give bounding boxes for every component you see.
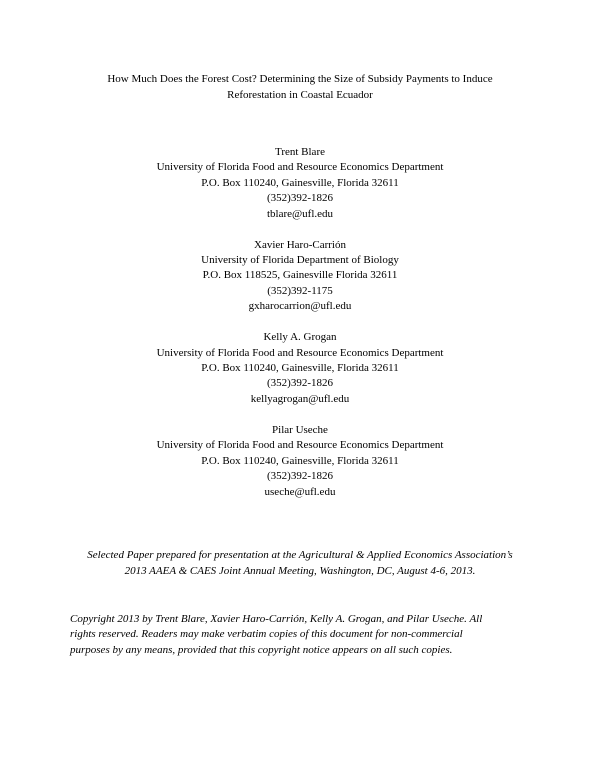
- author-list: [0, 145, 600, 516]
- author-affiliation: University of Florida Food and Resource Economics Department: [156, 346, 444, 359]
- author-name: Pilar Useche: [272, 423, 328, 436]
- author-address: P.O. Box 110240, Gainesville, Florida 32611: [201, 454, 399, 467]
- author-phone: (352)392-1175: [267, 284, 333, 297]
- author-email[interactable]: tblare@ufl.edu: [266, 207, 334, 220]
- author-name: Kelly A. Grogan: [263, 331, 337, 344]
- author-block: [0, 423, 600, 500]
- author-phone: (352)392-1826: [267, 470, 333, 483]
- paper-title-line-2: Reforestation in Coastal Ecuador: [227, 89, 373, 101]
- author-block: [0, 145, 600, 222]
- author-name: Xavier Haro-Carrión: [254, 238, 346, 251]
- paper-title-line-1: How Much Does the Forest Cost? Determining the Size of Subsidy Payments to Induce: [107, 73, 493, 85]
- conference-note-line-2: 2013 AAEA & CAES Joint Annual Meeting, Washington, DC, August 4-6, 2013.: [124, 565, 476, 577]
- conference-note-line-1: Selected Paper prepared for presentation at the Agricultural & Applied Economics Association’s: [87, 549, 513, 561]
- copyright-notice: [70, 612, 540, 658]
- author-email[interactable]: useche@ufl.edu: [264, 485, 336, 498]
- author-affiliation: University of Florida Food and Resource Economics Department: [156, 161, 444, 174]
- conference-note: [70, 547, 530, 579]
- copyright-line-2: rights reserved. Readers may make verbatim copies of this document for non-commercial: [70, 628, 463, 641]
- author-block: [0, 238, 600, 315]
- author-email[interactable]: kellyagrogan@ufl.edu: [250, 392, 350, 405]
- author-email[interactable]: gxharocarrion@ufl.edu: [248, 300, 352, 313]
- copyright-line-3: purposes by any means, provided that this copyright notice appears on all such copies.: [70, 643, 453, 656]
- author-phone: (352)392-1826: [267, 377, 333, 390]
- author-block: [0, 330, 600, 407]
- author-affiliation: University of Florida Food and Resource Economics Department: [156, 439, 444, 452]
- author-name: Trent Blare: [274, 146, 325, 158]
- copyright-line-1: Copyright 2013 by Trent Blare, Xavier Haro-Carrión, Kelly A. Grogan, and Pilar Useche. All: [70, 613, 483, 625]
- author-address: P.O. Box 110240, Gainesville, Florida 32611: [201, 176, 399, 189]
- author-phone: (352)392-1826: [267, 192, 333, 205]
- paper-title: [70, 71, 530, 103]
- author-address: P.O. Box 118525, Gainesville Florida 32611: [202, 269, 398, 282]
- author-address: P.O. Box 110240, Gainesville, Florida 32611: [201, 362, 399, 375]
- author-affiliation: University of Florida Department of Biology: [201, 254, 399, 267]
